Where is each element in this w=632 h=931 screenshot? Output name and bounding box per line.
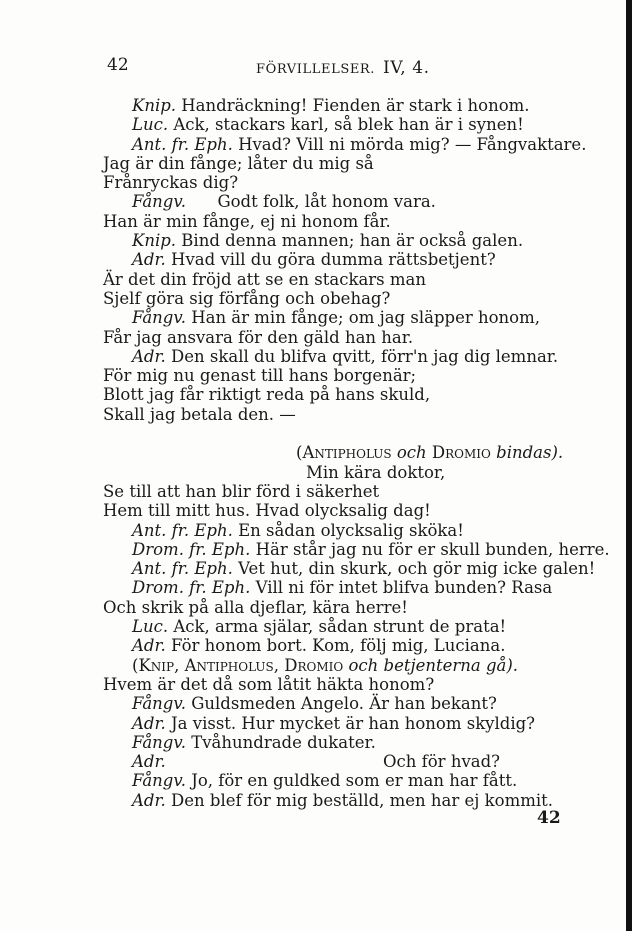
stage-direction: [0, 656, 632, 675]
verse-line: [0, 424, 632, 443]
stage-direction-part: Knip, Antipholus, Dromio: [138, 655, 344, 675]
verse-line: [0, 289, 632, 308]
stage-direction-part: Dromio: [431, 443, 491, 463]
page-number-bottom: 42: [537, 808, 561, 828]
line-text: Handräckning! Fienden är stark i honom.: [176, 96, 530, 115]
line-text: Den blef för mig beställd, men har ej kommit.: [165, 790, 554, 810]
section-number: IV, 4.: [383, 58, 430, 78]
dialogue-line: [0, 714, 632, 733]
verse-line: [0, 212, 632, 231]
verse-line: [0, 675, 632, 694]
dialogue-line: [0, 752, 632, 771]
line-text: Ack, stackars karl, så blek han är i synen!: [168, 115, 524, 135]
running-title-text: FÖRVILLELSER.: [256, 62, 376, 77]
line-text: Bind denna mannen; han är också galen.: [176, 231, 524, 251]
verse-line: [0, 405, 632, 424]
line-text: Se till att han blir förd i säkerhet: [103, 481, 380, 501]
speaker-name: Drom. fr. Eph.: [132, 539, 251, 559]
dialogue-line: [0, 115, 632, 134]
line-tail: Och för hvad?: [383, 752, 501, 772]
line-text: Jo, för en guldked som er man har fått.: [185, 771, 518, 791]
page-number-top: 42: [107, 55, 129, 75]
speaker-name: Knip.: [132, 231, 177, 251]
line-text: Hvad? Vill ni mörda mig? — Fångvaktare.: [232, 134, 587, 154]
verse-line: [0, 154, 632, 173]
line-text: Godt folk, låt honom vara.: [185, 192, 436, 212]
speaker-name: Adr.: [132, 636, 166, 656]
line-text: Hvem är det då som låtit häkta honom?: [103, 674, 435, 694]
page-edge-shadow: [626, 0, 632, 931]
verse-line: [0, 366, 632, 385]
speaker-name: Ant. fr. Eph.: [132, 134, 233, 154]
speaker-name: Fångv.: [132, 192, 186, 212]
line-text: Är det din fröjd att se en stackars man: [103, 269, 426, 289]
line-text: Ack, arma själar, sådan strunt de prata!: [168, 617, 507, 637]
speaker-name: Ant. fr. Eph.: [132, 520, 233, 540]
line-text: För mig nu genast till hans borgenär;: [103, 366, 417, 386]
dialogue-line: [0, 96, 632, 115]
speaker-name: Ant. fr. Eph.: [132, 559, 233, 579]
line-text: Här står jag nu för er skull bunden, herre.: [250, 539, 610, 559]
stage-direction-part: och betjenterna gå).: [343, 655, 519, 675]
verse-line: [0, 463, 632, 482]
speaker-name: Luc.: [132, 115, 169, 135]
verse-line: [0, 598, 632, 617]
speaker-name: Adr.: [132, 752, 166, 772]
speaker-name: Adr.: [132, 790, 166, 810]
line-text: Tvåhundrade dukater.: [185, 732, 376, 752]
dialogue-line: [0, 521, 632, 540]
dialogue-line: [0, 347, 632, 366]
dialogue-line: [0, 231, 632, 250]
page-header: [0, 55, 632, 79]
line-text: Han är min fånge, ej ni honom får.: [103, 211, 391, 231]
play-text: [0, 96, 632, 810]
line-text: Han är min fånge; om jag släpper honom,: [185, 308, 540, 328]
line-text: Den skall du blifva qvitt, förr'n jag dig lemnar.: [165, 346, 559, 366]
stage-direction-part: och: [391, 443, 432, 463]
line-text: Hvad vill du göra dumma rättsbetjent?: [165, 250, 496, 270]
line-text: Vet hut, din skurk, och gör mig icke galen!: [232, 559, 596, 579]
dialogue-line: [0, 578, 632, 597]
verse-line: [0, 501, 632, 520]
dialogue-line: [0, 308, 632, 327]
line-text: En sådan olycksalig sköka!: [232, 520, 464, 540]
stage-direction-part: Antipholus: [302, 443, 392, 463]
dialogue-line: [0, 694, 632, 713]
speaker-name: Fångv.: [132, 732, 186, 752]
line-text: Guldsmeden Angelo. Är han bekant?: [185, 694, 497, 714]
line-text: Hem till mitt hus. Hvad olycksalig dag!: [103, 501, 431, 521]
speaker-name: Adr.: [132, 346, 166, 366]
line-text: Sjelf göra sig förfång och obehag?: [103, 288, 391, 308]
dialogue-line: [0, 540, 632, 559]
running-title: [256, 58, 430, 78]
speaker-name: Knip.: [132, 96, 177, 115]
verse-line: [0, 385, 632, 404]
verse-line: [0, 270, 632, 289]
speaker-name: Drom. fr. Eph.: [132, 578, 251, 598]
line-text: Blott jag får riktigt reda på hans skuld,: [103, 385, 431, 405]
verse-line: [0, 482, 632, 501]
stage-direction: [0, 443, 632, 462]
line-text: Får jag ansvara för den gäld han har.: [103, 327, 414, 347]
stage-direction-part: (: [132, 655, 139, 675]
speaker-name: Luc.: [132, 617, 169, 637]
dialogue-line: [0, 250, 632, 269]
line-text: Vill ni för intet blifva bunden? Rasa: [250, 578, 553, 598]
line-text: Jag är din fånge; låter du mig så: [103, 153, 374, 173]
line-text: Ja visst. Hur mycket är han honom skyldig?: [165, 713, 536, 733]
line-text: Frånryckas dig?: [103, 173, 239, 193]
line-text: Min kära doktor,: [306, 462, 446, 482]
line-text: Och skrik på alla djeflar, kära herre!: [103, 597, 408, 617]
dialogue-line: [0, 636, 632, 655]
dialogue-line: [0, 733, 632, 752]
dialogue-line: [0, 192, 632, 211]
verse-line: [0, 173, 632, 192]
line-text: Skall jag betala den. —: [103, 404, 296, 424]
dialogue-line: [0, 559, 632, 578]
dialogue-line: [0, 771, 632, 790]
speaker-name: Fångv.: [132, 771, 186, 791]
dialogue-line: [0, 135, 632, 154]
speaker-name: Fångv.: [132, 694, 186, 714]
stage-direction-part: (: [296, 443, 303, 463]
line-text: För honom bort. Kom, följ mig, Luciana.: [165, 636, 506, 656]
dialogue-line: [0, 617, 632, 636]
speaker-name: Adr.: [132, 713, 166, 733]
stage-direction-part: bindas).: [490, 443, 564, 463]
verse-line: [0, 328, 632, 347]
speaker-name: Fångv.: [132, 308, 186, 328]
speaker-name: Adr.: [132, 250, 166, 270]
